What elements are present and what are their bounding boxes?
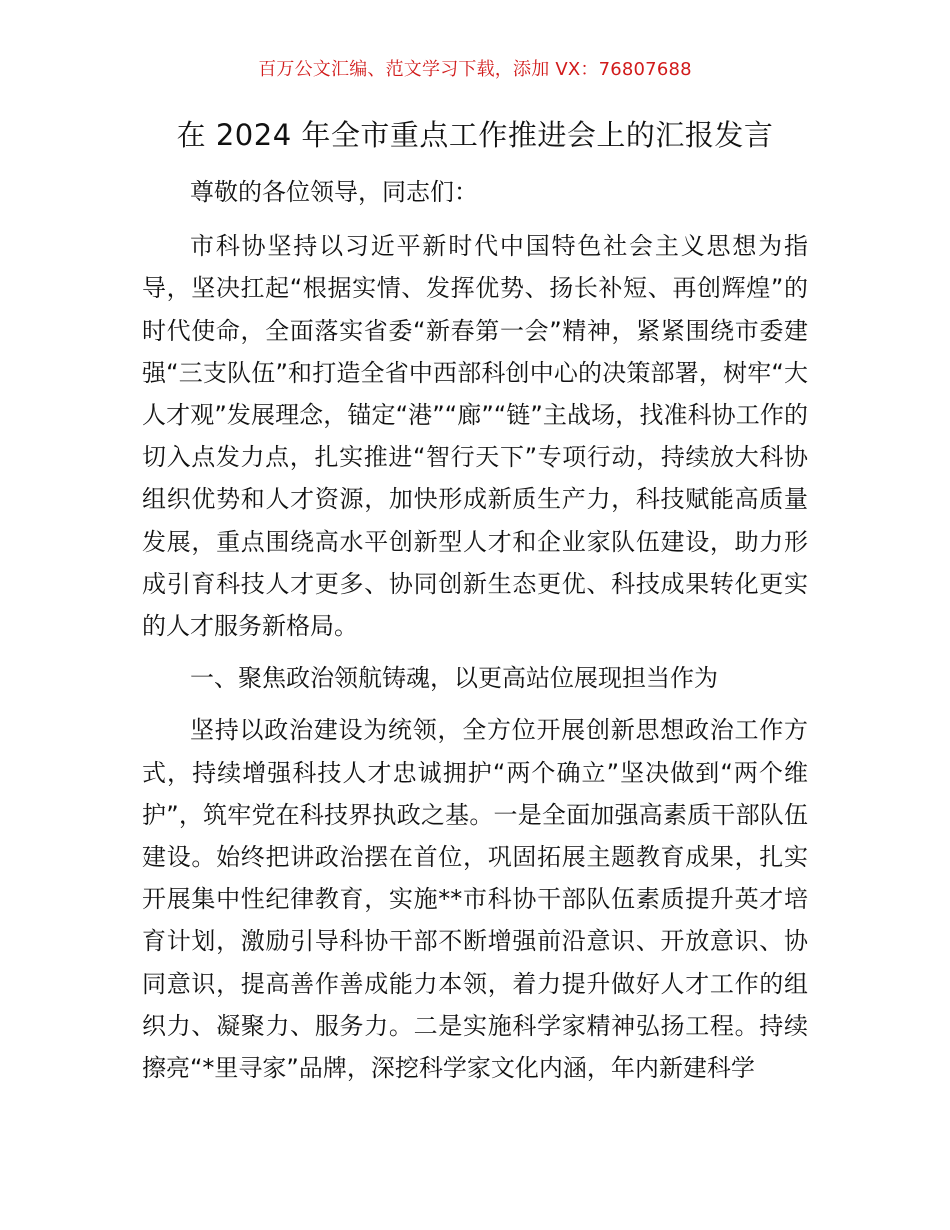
watermark-banner: 百万公文汇编、范文学习下载，添加 VX：76807688 xyxy=(258,59,692,80)
document-title: 在 2024 年全市重点工作推进会上的汇报发言 xyxy=(176,118,774,152)
salutation: 尊敬的各位领导，同志们： xyxy=(190,178,478,206)
document-body xyxy=(142,171,808,1099)
paragraph-section-one: 坚持以政治建设为统领，全方位开展创新思想政治工作方式，持续增强科技人才忠诚拥护“两个确立”坚决做到“两个维护”，筑牢党在科技界执政之基。一是全面加强高素质干部队伍建设。始终把讲政治摆在首位，巩固拓展主题教育成果，扎实开展集中性纪律教育，实施**市科协干部队伍素质提升英才培育计划，激励引导科协干部不断增强前沿意识、开放意识、协同意识，提高善作善成能力本领，着力提升做好人才工作的组织力、凝聚力、服务力。二是实施科学家精神弘扬工程。持续擦亮“*里寻家”品牌，深挖科学家文化内涵，年内新建科学 xyxy=(142,716,808,1083)
section-heading: 一、聚焦政治领航铸魂，以更高站位展现担当作为 xyxy=(190,664,718,693)
paragraph-intro: 市科协坚持以习近平新时代中国特色社会主义思想为指导，坚决扛起“根据实情、发挥优势、扬长补短、再创辉煌”的时代使命，全面落实省委“新春第一会”精神，紧紧围绕市委建强“三支队伍”和打造全省中西部科创中心的决策部署，树牢“大人才观”发展理念，锚定“港”“廊”“链”主战场，找准科协工作的切入点发力点，扎实推进“智行天下”专项行动，持续放大科协组织优势和人才资源，加快形成新质生产力，科技赋能高质量发展，重点围绕高水平创新型人才和企业家队伍建设，助力形成引育科技人才更多、协同创新生态更优、科技成果转化更实的人才服务新格局。 xyxy=(142,232,808,641)
